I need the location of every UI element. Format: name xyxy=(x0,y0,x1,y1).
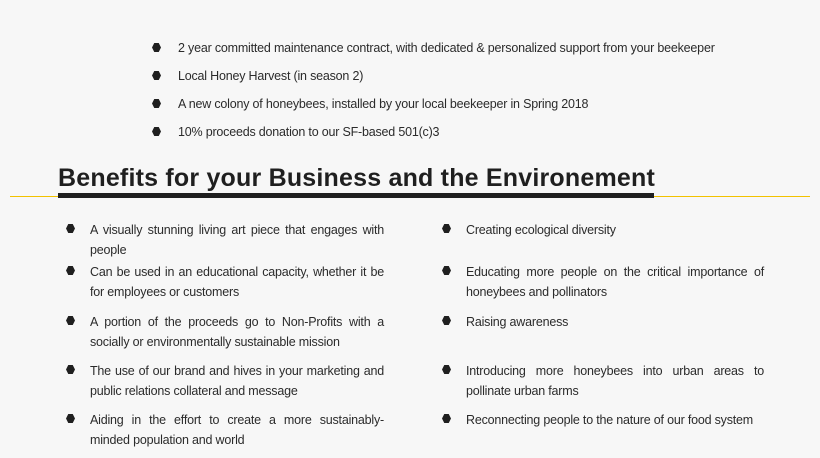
list-item xyxy=(442,410,764,430)
hexagon-bullet-icon xyxy=(152,127,161,136)
hexagon-bullet-icon xyxy=(152,99,161,108)
hexagon-bullet-icon xyxy=(66,316,75,325)
list-item-text: Can be used in an educational capacity, whether it be for employees or customers xyxy=(90,265,384,299)
top-feature-list xyxy=(152,38,715,150)
hexagon-bullet-icon xyxy=(442,316,451,325)
list-item xyxy=(152,66,715,94)
hexagon-bullet-icon xyxy=(442,224,451,233)
list-item-text: Creating ecological diversity xyxy=(466,223,616,237)
list-item-text: 2 year committed maintenance contract, with dedicated & personalized support from your beekeeper xyxy=(178,41,715,55)
hexagon-bullet-icon xyxy=(66,266,75,275)
hexagon-bullet-icon xyxy=(152,71,161,80)
list-item xyxy=(442,262,764,302)
list-item xyxy=(152,38,715,66)
hexagon-bullet-icon xyxy=(152,43,161,52)
list-item xyxy=(66,220,384,260)
list-item xyxy=(442,312,764,332)
list-item xyxy=(66,312,384,352)
list-item xyxy=(66,361,384,401)
list-item-text: Local Honey Harvest (in season 2) xyxy=(178,69,364,83)
hexagon-bullet-icon xyxy=(66,414,75,423)
list-item-text: 10% proceeds donation to our SF-based 501(c)3 xyxy=(178,125,440,139)
list-item-text: Introducing more honeybees into urban areas to pollinate urban farms xyxy=(466,364,764,398)
list-item xyxy=(442,220,764,240)
heading-underline xyxy=(58,193,654,198)
list-item-text: A new colony of honeybees, installed by your local beekeeper in Spring 2018 xyxy=(178,97,589,111)
list-item-text: A portion of the proceeds go to Non-Profits with a socially or environmentally sustainable mission xyxy=(90,315,384,349)
hexagon-bullet-icon xyxy=(442,365,451,374)
hexagon-bullet-icon xyxy=(442,414,451,423)
list-item xyxy=(152,94,715,122)
list-item xyxy=(66,410,384,450)
list-item xyxy=(66,262,384,302)
list-item-text: A visually stunning living art piece that engages with people xyxy=(90,223,384,257)
list-item-text: Educating more people on the critical importance of honeybees and pollinators xyxy=(466,265,764,299)
hexagon-bullet-icon xyxy=(442,266,451,275)
list-item xyxy=(152,122,715,150)
section-heading: Benefits for your Business and the Environement xyxy=(58,164,656,192)
list-item-text: Reconnecting people to the nature of our food system xyxy=(466,413,754,427)
list-item-text: The use of our brand and hives in your marketing and public relations collateral and message xyxy=(90,364,384,398)
list-item-text: Aiding in the effort to create a more sustainably-minded population and world xyxy=(90,413,384,447)
hexagon-bullet-icon xyxy=(66,365,75,374)
list-item xyxy=(442,361,764,401)
hexagon-bullet-icon xyxy=(66,224,75,233)
list-item-text: Raising awareness xyxy=(466,315,569,329)
